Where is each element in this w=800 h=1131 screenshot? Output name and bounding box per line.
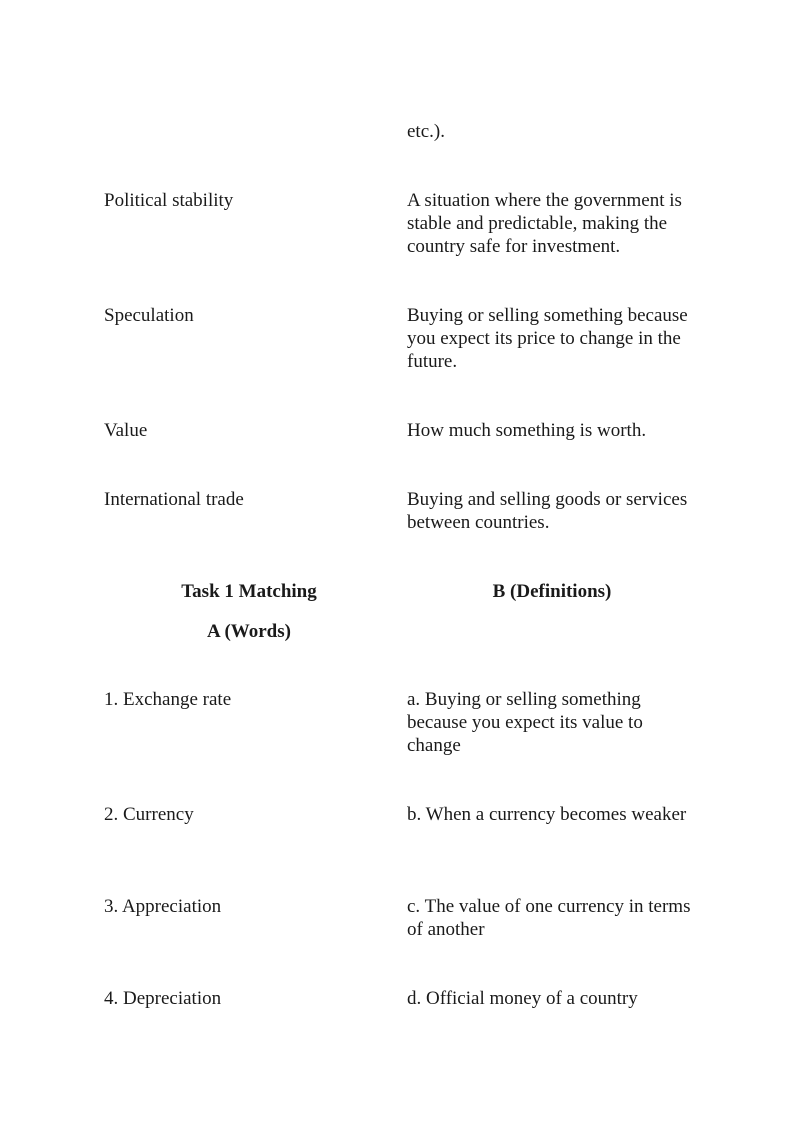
glossary-definition-value: How much something is worth. [407, 420, 647, 441]
matching-definition-d: d. Official money of a country [407, 988, 638, 1009]
continuation-text: etc.). [407, 121, 445, 142]
matching-word-4: 4. Depreciation [104, 988, 222, 1009]
glossary-definition-speculation: Buying or selling something because you expect its price to change in the future. [407, 305, 688, 372]
glossary-term-speculation: Speculation [104, 305, 194, 326]
matching-word-3: 3. Appreciation [104, 896, 222, 917]
matching-word-2: 2. Currency [104, 804, 194, 825]
matching-definition-a: a. Buying or selling something because you expect its value to change [407, 689, 643, 756]
column-a-heading: A (Words) [207, 621, 291, 642]
matching-definition-b: b. When a currency becomes weaker [407, 804, 687, 825]
matching-definition-c: c. The value of one currency in terms of another [407, 896, 691, 940]
glossary-definition-political-stability: A situation where the government is stable and predictable, making the country safe for investment. [407, 190, 682, 257]
matching-word-1: 1. Exchange rate [104, 689, 232, 710]
glossary-term-political-stability: Political stability [104, 190, 234, 211]
column-b-heading: B (Definitions) [492, 581, 612, 602]
glossary-term-value: Value [104, 420, 148, 441]
glossary-definition-international-trade: Buying and selling goods or services between countries. [407, 489, 688, 533]
task-title: Task 1 Matching [181, 581, 317, 602]
glossary-term-international-trade: International trade [104, 489, 244, 510]
